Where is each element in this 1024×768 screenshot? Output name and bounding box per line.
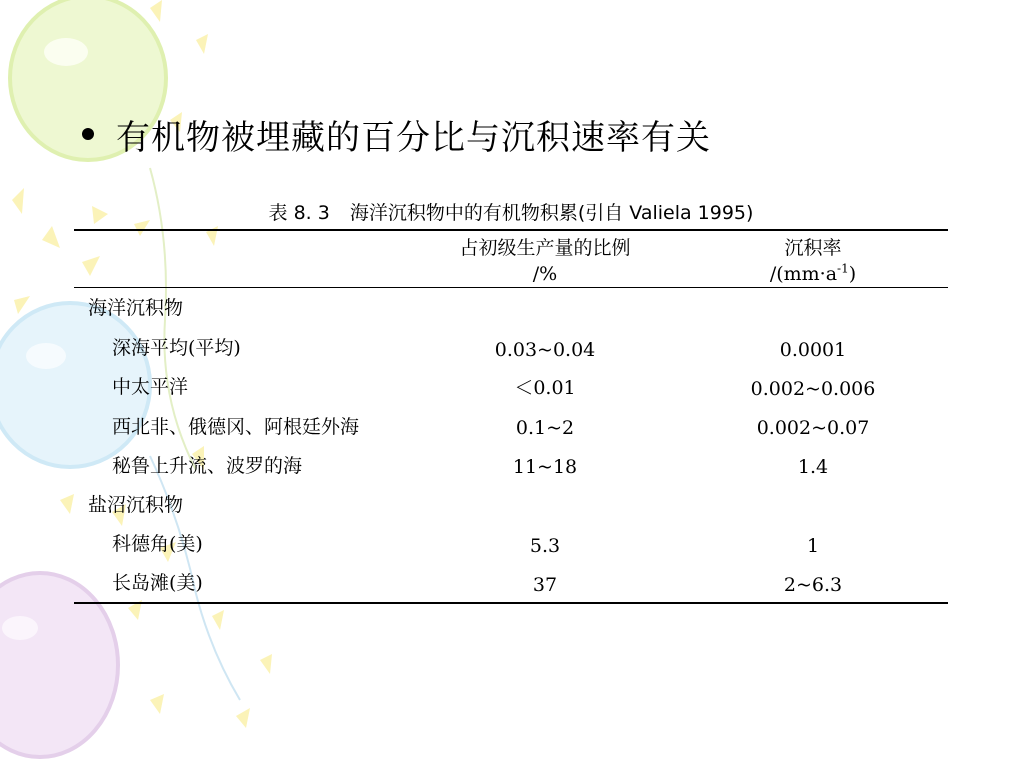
table-cell-rate: 0.0001: [779, 339, 847, 361]
header-rule: [74, 287, 948, 288]
column-header-rate-unit: [718, 262, 908, 286]
group-heading-marine: 海洋沉积物: [88, 297, 184, 319]
table-cell-percent: 5.3: [529, 535, 561, 557]
table-row-label: 西北非、俄德冈、阿根廷外海: [112, 416, 360, 438]
rate-unit-suffix: ): [848, 263, 857, 285]
table-cell-percent: 37: [532, 574, 558, 596]
slide-heading: [82, 108, 711, 160]
table-cell-rate: 0.002~0.07: [756, 417, 870, 439]
table-row-label: 长岛滩(美): [112, 572, 203, 594]
rate-unit-prefix: /(mm·a: [769, 263, 838, 285]
table-cell-percent: 0.1~2: [515, 417, 575, 439]
table-cell-rate: 1.4: [797, 456, 829, 478]
heading-text: 有机物被埋藏的百分比与沉积速率有关: [116, 117, 711, 158]
bullet-icon: [82, 128, 94, 140]
column-header-percent-unit: /%: [532, 263, 558, 285]
column-header-rate: 沉积率: [784, 237, 842, 259]
table-cell-percent: 0.03~0.04: [494, 339, 596, 361]
table-bottom-rule: [74, 602, 948, 604]
table-row-label: 深海平均(平均): [112, 337, 241, 359]
table-row-label: 中太平洋: [112, 376, 189, 398]
table-caption: [74, 198, 948, 225]
rate-unit-exponent: -1: [837, 261, 849, 276]
table-cell-rate: 1: [806, 535, 820, 557]
group-heading-saltmarsh: 盐沼沉积物: [88, 494, 184, 516]
column-header-percent: 占初级生产量的比例: [459, 237, 631, 259]
table-caption-label: 表 8. 3: [268, 202, 330, 224]
table-cell-rate: 0.002~0.006: [750, 378, 876, 400]
table-cell-percent: 11~18: [512, 456, 578, 478]
table-row-label: 科德角(美): [112, 533, 203, 555]
table-top-rule: [74, 229, 948, 231]
table-cell-percent: ＜0.01: [514, 377, 576, 399]
table-caption-title: 海洋沉积物中的有机物积累(引自 Valiela 1995): [349, 202, 754, 224]
table-cell-rate: 2~6.3: [783, 574, 843, 596]
table-row-label: 秘鲁上升流、波罗的海: [112, 455, 303, 477]
